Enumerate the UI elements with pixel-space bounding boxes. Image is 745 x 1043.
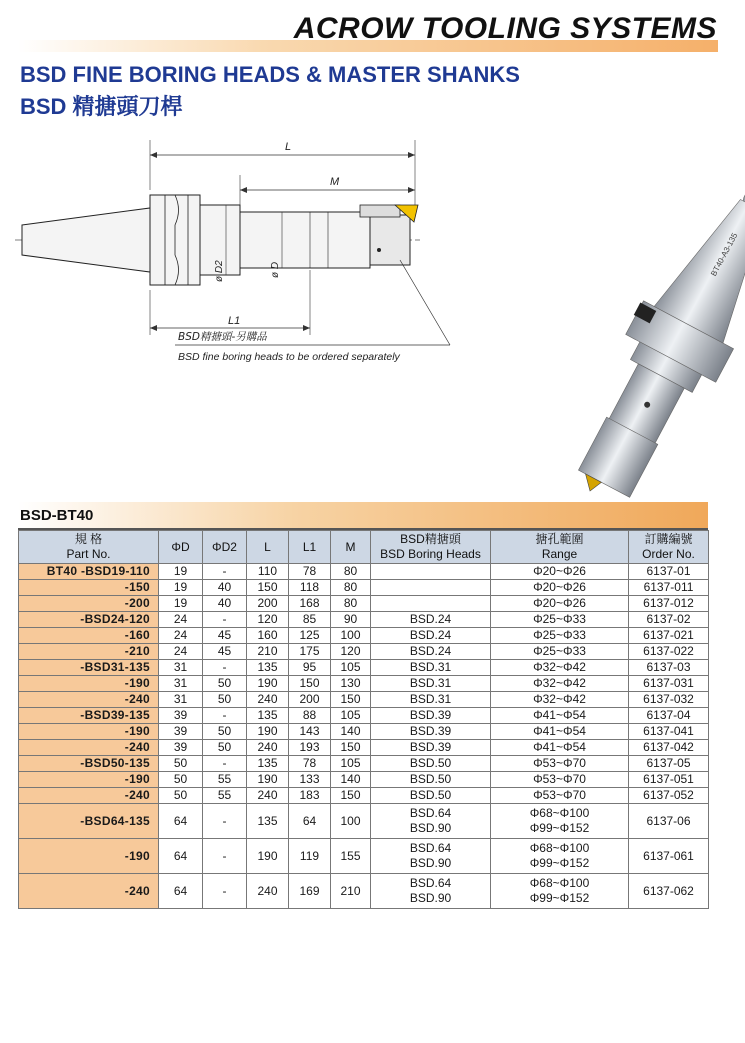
cell-d2: - [203,612,247,628]
dim-label-D2: ø D2 [214,260,225,282]
cell-range: Φ32~Φ42 [491,676,629,692]
cell-m: 150 [331,692,371,708]
section-header [18,502,708,530]
section-title: BSD-BT40 [20,507,94,524]
cell-m: 150 [331,740,371,756]
cell-m: 105 [331,660,371,676]
cell-order: 6137-061 [629,839,709,874]
cell-l: 120 [247,612,289,628]
cell-order: 6137-021 [629,628,709,644]
cell-l: 110 [247,564,289,580]
cell-d2: 50 [203,740,247,756]
cell-d: 50 [159,756,203,772]
cell-d: 64 [159,839,203,874]
cell-l: 190 [247,724,289,740]
table-row [19,740,709,756]
drawing-note-en: BSD fine boring heads to be ordered separately [178,351,400,363]
col-order: 訂購編號 Order No. [629,531,709,564]
cell-part: -240 [19,788,159,804]
cell-part: -200 [19,596,159,612]
cell-l: 135 [247,708,289,724]
cell-d: 39 [159,724,203,740]
cell-m: 155 [331,839,371,874]
cell-d: 24 [159,628,203,644]
cell-part: -BSD31-135 [19,660,159,676]
table-row [19,628,709,644]
cell-d: 50 [159,772,203,788]
table-row [19,724,709,740]
cell-l1: 200 [289,692,331,708]
cell-d2: - [203,660,247,676]
cell-d: 31 [159,692,203,708]
table-row [19,596,709,612]
cell-d2: - [203,839,247,874]
cell-l: 240 [247,874,289,909]
cell-d2: - [203,708,247,724]
table-row [19,772,709,788]
cell-d2: 55 [203,788,247,804]
cell-l: 135 [247,660,289,676]
cell-head [371,580,491,596]
cell-l1: 169 [289,874,331,909]
cell-d: 64 [159,804,203,839]
cell-d2: 40 [203,580,247,596]
page-title-en: BSD FINE BORING HEADS & MASTER SHANKS [20,62,520,87]
cell-l: 240 [247,692,289,708]
cell-m: 90 [331,612,371,628]
table-row [19,644,709,660]
cell-m: 120 [331,644,371,660]
cell-head: BSD.50 [371,788,491,804]
cell-l1: 119 [289,839,331,874]
cell-l1: 168 [289,596,331,612]
table-row [19,708,709,724]
spec-table [18,530,709,909]
cell-range: Φ32~Φ42 [491,660,629,676]
cell-order: 6137-042 [629,740,709,756]
cell-d: 31 [159,676,203,692]
table-row [19,692,709,708]
cell-l1: 183 [289,788,331,804]
cell-l: 240 [247,788,289,804]
dim-label-M: M [330,176,340,188]
cell-d2: 45 [203,628,247,644]
cell-head: BSD.31 [371,676,491,692]
cell-d2: 45 [203,644,247,660]
cell-d: 19 [159,580,203,596]
col-d2: ΦD2 [203,531,247,564]
cell-order: 6137-041 [629,724,709,740]
cell-range: Φ41~Φ54 [491,708,629,724]
cell-l1: 150 [289,676,331,692]
cell-d2: 40 [203,596,247,612]
table-row [19,874,709,909]
cell-l1: 95 [289,660,331,676]
cell-l: 210 [247,644,289,660]
cell-d2: 50 [203,724,247,740]
cell-order: 6137-031 [629,676,709,692]
cell-m: 105 [331,756,371,772]
cell-part: -160 [19,628,159,644]
cell-range: Φ20~Φ26 [491,564,629,580]
cell-range: Φ53~Φ70 [491,756,629,772]
dim-label-L1: L1 [228,315,241,327]
col-l: L [247,531,289,564]
col-part: 規 格 Part No. [19,531,159,564]
cell-d: 24 [159,644,203,660]
cell-d2: - [203,564,247,580]
cell-m: 80 [331,564,371,580]
cell-order: 6137-011 [629,580,709,596]
cell-part: -190 [19,676,159,692]
cell-m: 105 [331,708,371,724]
cell-d2: 55 [203,772,247,788]
cell-range: Φ20~Φ26 [491,580,629,596]
col-m: M [331,531,371,564]
cell-part: -190 [19,772,159,788]
cell-m: 100 [331,628,371,644]
cell-order: 6137-04 [629,708,709,724]
cell-l: 190 [247,772,289,788]
col-range: 搪孔範圍 Range [491,531,629,564]
cell-d: 39 [159,740,203,756]
cell-order: 6137-02 [629,612,709,628]
cell-order: 6137-03 [629,660,709,676]
cell-head: BSD.50 [371,756,491,772]
cell-l1: 118 [289,580,331,596]
cell-l1: 125 [289,628,331,644]
cell-part: BT40 -BSD19-110 [19,564,159,580]
col-l1: L1 [289,531,331,564]
cell-range: Φ53~Φ70 [491,772,629,788]
cell-range: Φ53~Φ70 [491,788,629,804]
cell-head: BSD.39 [371,740,491,756]
cell-l: 200 [247,596,289,612]
cell-d: 50 [159,788,203,804]
cell-head: BSD.64 BSD.90 [371,839,491,874]
brand-title: ACROW TOOLING SYSTEMS [293,12,717,45]
table-row [19,756,709,772]
cell-l: 240 [247,740,289,756]
cell-d2: - [203,804,247,839]
cell-m: 150 [331,788,371,804]
table-row [19,580,709,596]
cell-l: 135 [247,756,289,772]
technical-drawing [10,130,440,380]
cell-l1: 175 [289,644,331,660]
cell-part: -150 [19,580,159,596]
table-row [19,676,709,692]
cell-range: Φ41~Φ54 [491,740,629,756]
product-photo [430,120,740,480]
cell-range: Φ68~Φ100 Φ99~Φ152 [491,874,629,909]
cell-part: -240 [19,692,159,708]
cell-l1: 78 [289,756,331,772]
table-row [19,839,709,874]
cell-range: Φ41~Φ54 [491,724,629,740]
cell-range: Φ25~Φ33 [491,628,629,644]
cell-head: BSD.64 BSD.90 [371,874,491,909]
page-title-zh: BSD 精搪頭刀桿 [20,94,183,119]
cell-l1: 78 [289,564,331,580]
cell-part: -BSD24-120 [19,612,159,628]
cell-head [371,564,491,580]
table-header-row [19,531,709,564]
cell-part: -BSD39-135 [19,708,159,724]
cell-part: -190 [19,839,159,874]
cell-l1: 64 [289,804,331,839]
cell-m: 130 [331,676,371,692]
cell-l1: 133 [289,772,331,788]
cell-range: Φ68~Φ100 Φ99~Φ152 [491,804,629,839]
cell-l1: 193 [289,740,331,756]
cell-d: 19 [159,596,203,612]
cell-head: BSD.39 [371,708,491,724]
cell-d2: 50 [203,676,247,692]
cell-part: -BSD50-135 [19,756,159,772]
cell-m: 140 [331,724,371,740]
cell-range: Φ25~Φ33 [491,612,629,628]
cell-head: BSD.24 [371,644,491,660]
cell-m: 100 [331,804,371,839]
cell-l1: 85 [289,612,331,628]
cell-m: 80 [331,580,371,596]
cell-l: 135 [247,804,289,839]
table-row [19,564,709,580]
cell-head: BSD.39 [371,724,491,740]
cell-range: Φ20~Φ26 [491,596,629,612]
dim-label-D: ø D [270,261,281,278]
cell-head: BSD.24 [371,628,491,644]
cell-m: 80 [331,596,371,612]
cell-d: 19 [159,564,203,580]
table-row [19,612,709,628]
cell-d2: - [203,756,247,772]
cell-range: Φ32~Φ42 [491,692,629,708]
col-d: ΦD [159,531,203,564]
cell-order: 6137-032 [629,692,709,708]
cell-part: -240 [19,740,159,756]
cell-order: 6137-06 [629,804,709,839]
cell-order: 6137-052 [629,788,709,804]
cell-head [371,596,491,612]
cell-order: 6137-012 [629,596,709,612]
cell-d: 24 [159,612,203,628]
col-heads: BSD精搪頭 BSD Boring Heads [371,531,491,564]
cell-part: -210 [19,644,159,660]
cell-order: 6137-022 [629,644,709,660]
cell-order: 6137-051 [629,772,709,788]
shank-marking: BT40-A3-135 [709,231,740,278]
cell-head: BSD.31 [371,660,491,676]
cell-l: 160 [247,628,289,644]
table-row [19,660,709,676]
cell-l: 150 [247,580,289,596]
cell-head: BSD.24 [371,612,491,628]
dim-label-L: L [285,141,292,153]
cell-order: 6137-062 [629,874,709,909]
table-row [19,804,709,839]
cell-l: 190 [247,676,289,692]
drawing-note-zh: BSD精搪頭-另購品 [178,331,267,343]
cell-order: 6137-05 [629,756,709,772]
cell-range: Φ68~Φ100 Φ99~Φ152 [491,839,629,874]
cell-order: 6137-01 [629,564,709,580]
cell-head: BSD.64 BSD.90 [371,804,491,839]
cell-l1: 143 [289,724,331,740]
cell-d: 39 [159,708,203,724]
cell-d: 31 [159,660,203,676]
cell-l: 190 [247,839,289,874]
cell-d: 64 [159,874,203,909]
cell-d2: - [203,874,247,909]
cell-m: 210 [331,874,371,909]
cell-head: BSD.31 [371,692,491,708]
cell-l1: 88 [289,708,331,724]
cell-part: -240 [19,874,159,909]
table-row [19,788,709,804]
cell-head: BSD.50 [371,772,491,788]
cell-m: 140 [331,772,371,788]
cell-part: -BSD64-135 [19,804,159,839]
cell-d2: 50 [203,692,247,708]
cell-part: -190 [19,724,159,740]
cell-range: Φ25~Φ33 [491,644,629,660]
